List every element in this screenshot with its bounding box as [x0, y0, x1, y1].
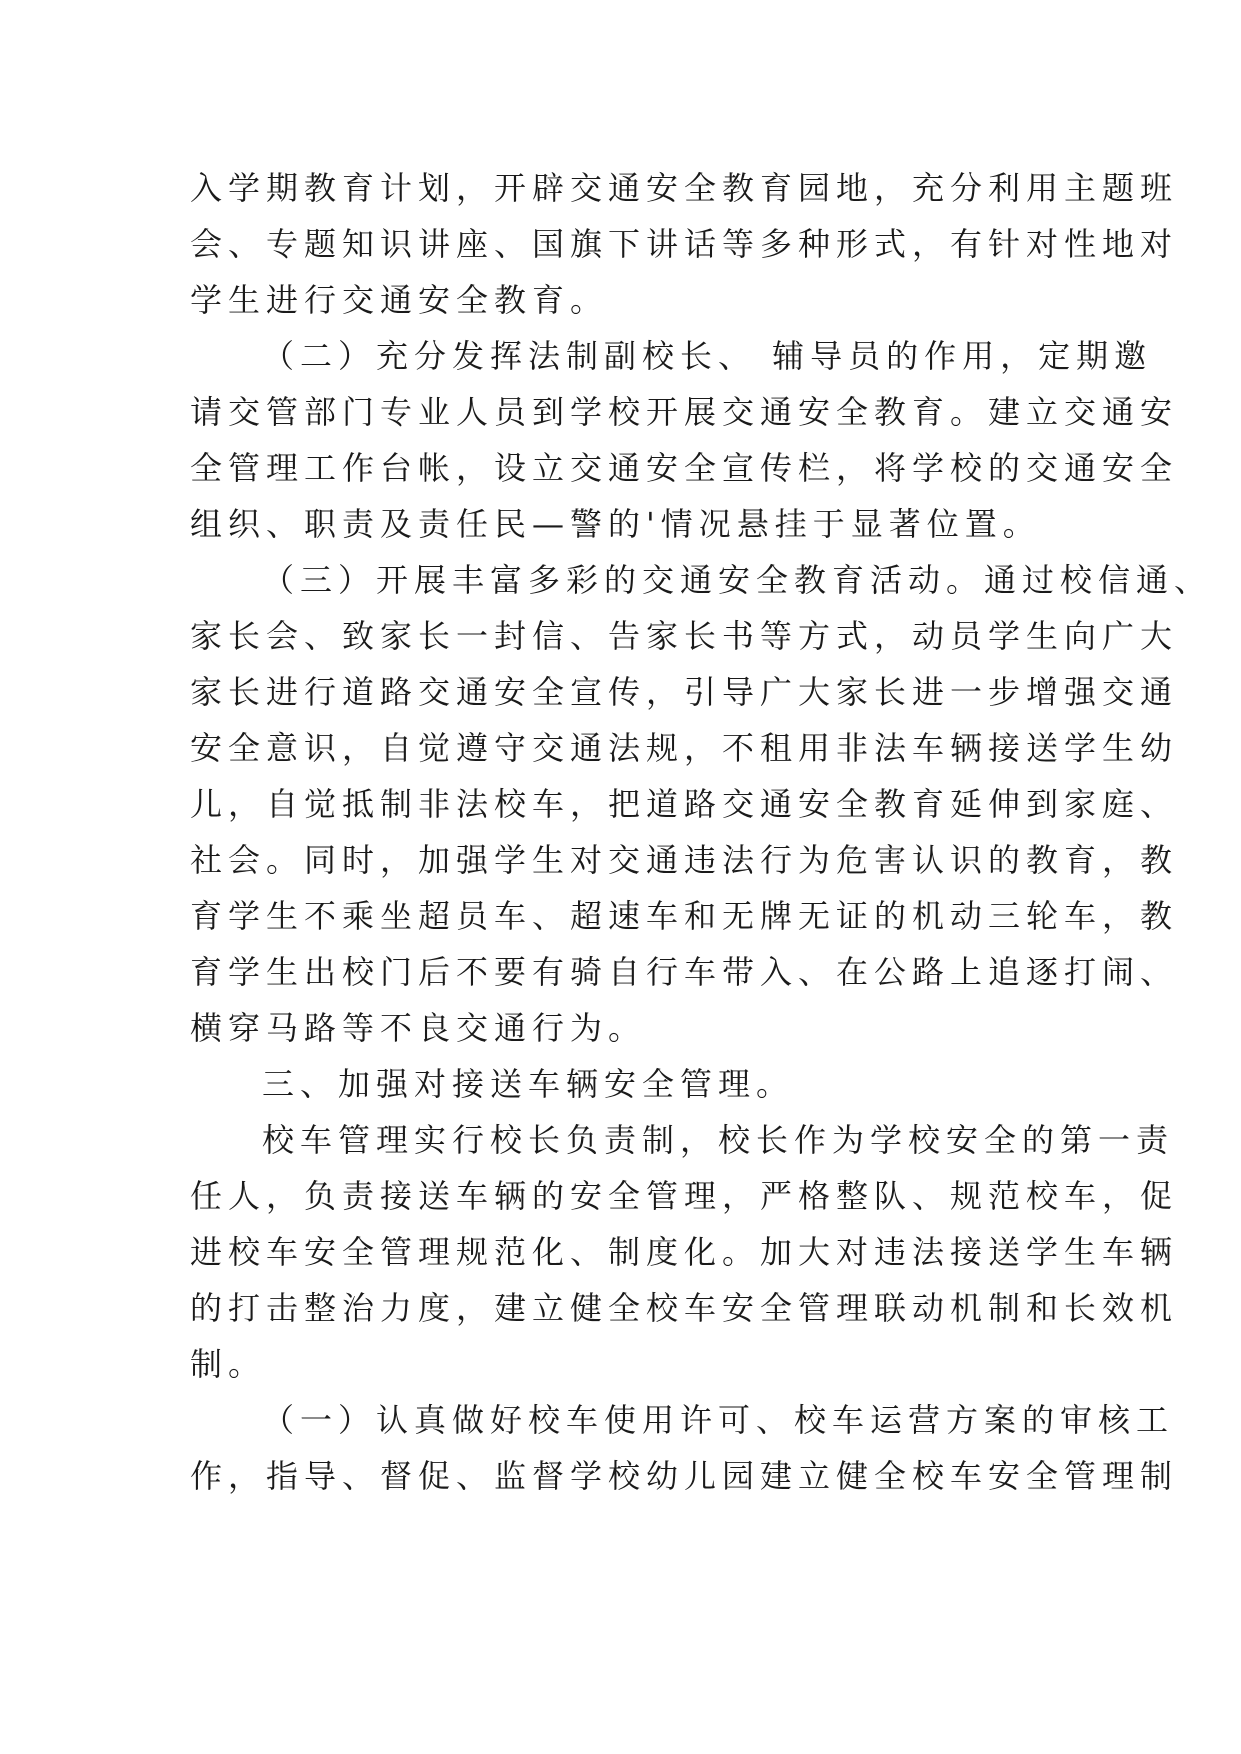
text-line: 任人，负责接送车辆的安全管理，严格整队、规范校车，促 [190, 1177, 1179, 1215]
text-line: 横穿马路等不良交通行为。 [190, 1009, 647, 1047]
text-line: 进校车安全管理规范化、制度化。加大对违法接送学生车辆 [190, 1233, 1179, 1271]
text-line: 请交管部门专业人员到学校开展交通安全教育。建立交通安 [190, 393, 1179, 431]
text-line: 作，指导、督促、监督学校幼儿园建立健全校车安全管理制 [190, 1457, 1179, 1495]
paragraph-first-line: （三）开展丰富多彩的交通安全教育活动。通过校信通、 [262, 561, 1213, 599]
text-line: 家长进行道路交通安全宣传，引导广大家长进一步增强交通 [190, 673, 1179, 711]
text-line: 安全意识，自觉遵守交通法规，不租用非法车辆接送学生幼 [190, 729, 1179, 767]
paragraph-first-line: 校车管理实行校长负责制，校长作为学校安全的第一责 [262, 1121, 1175, 1159]
text-line: 儿，自觉抵制非法校车，把道路交通安全教育延伸到家庭、 [190, 785, 1179, 823]
text-line: 会、专题知识讲座、国旗下讲话等多种形式，有针对性地对 [190, 225, 1179, 263]
text-line: 育学生出校门后不要有骑自行车带入、在公路上追逐打闹、 [190, 953, 1179, 991]
paragraph-first-line: （一）认真做好校车使用许可、校车运营方案的审核工 [262, 1401, 1175, 1439]
section-heading: 三、加强对接送车辆安全管理。 [262, 1065, 795, 1103]
text-line: 制。 [190, 1345, 267, 1383]
text-line: 的打击整治力度，建立健全校车安全管理联动机制和长效机 [190, 1289, 1179, 1327]
text-line: 育学生不乘坐超员车、超速车和无牌无证的机动三轮车，教 [190, 897, 1179, 935]
text-line: 入学期教育计划，开辟交通安全教育园地，充分利用主题班 [190, 169, 1179, 207]
text-line: 家长会、致家长一封信、告家长书等方式，动员学生向广大 [190, 617, 1179, 655]
text-line: 社会。同时，加强学生对交通违法行为危害认识的教育，教 [190, 841, 1179, 879]
text-line: 全管理工作台帐，设立交通安全宣传栏，将学校的交通安全 [190, 449, 1179, 487]
paragraph-first-line: （二）充分发挥法制副校长、 辅导员的作用，定期邀 [262, 337, 1153, 375]
text-line: 组织、职责及责任民—警的'情况悬挂于显著位置。 [190, 505, 1041, 543]
text-line: 学生进行交通安全教育。 [190, 281, 609, 319]
